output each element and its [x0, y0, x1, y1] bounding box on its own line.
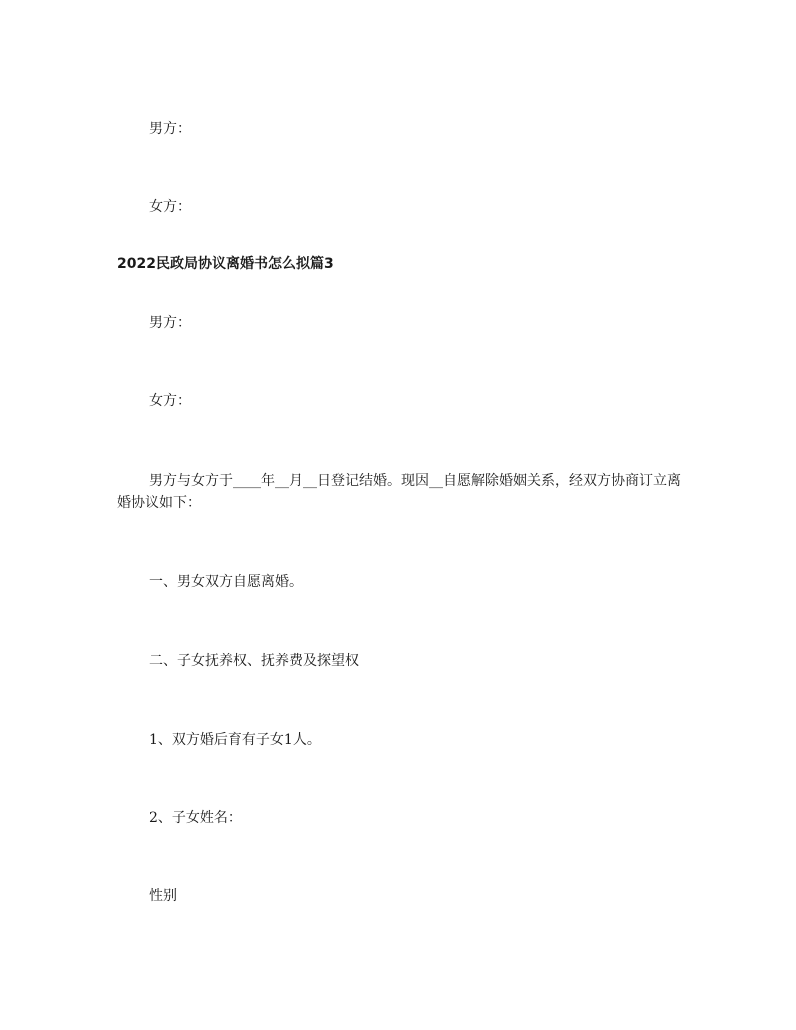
intro-paragraph: 男方与女方于____年__月__日登记结婚。现因__自愿解除婚姻关系，经双方协商订立离婚协议如下： [117, 473, 681, 511]
clause-one: 一、男女双方自愿离婚。 [149, 574, 303, 590]
section-title: 2022民政局协议离婚书怎么拟篇3 [117, 256, 334, 272]
sub-clause-one: 1、双方婚后育有子女1人。 [149, 732, 321, 748]
female-party-label-top: 女方： [149, 199, 191, 215]
gender-label: 性别 [149, 888, 177, 904]
male-party-label-top: 男方： [149, 121, 191, 137]
sub-clause-two: 2、子女姓名： [149, 810, 242, 826]
female-party-label: 女方： [149, 393, 191, 409]
male-party-label: 男方： [149, 315, 191, 331]
clause-two: 二、子女抚养权、抚养费及探望权 [149, 653, 359, 669]
